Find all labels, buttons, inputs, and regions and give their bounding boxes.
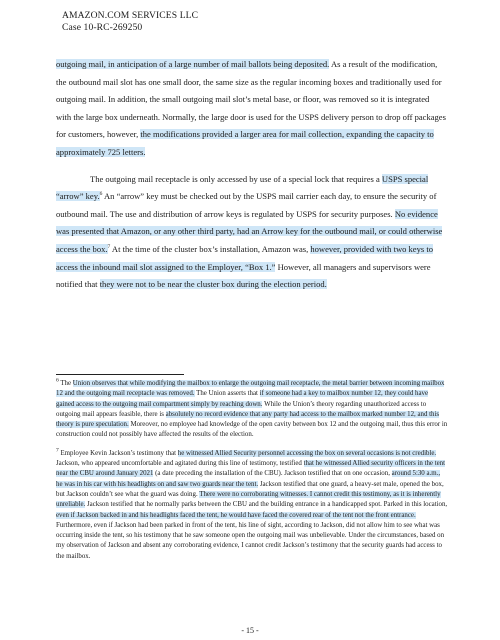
footnote-number: 7: [56, 447, 59, 454]
text-run: Furthermore, even if Jackson had been parked in front of the tent, his line of sight, according to Jackson, did not allow him to see what was occurring inside the tent, so his testimony that he saw someone open the outgoing mail was unbelievable. Under the circumstances, based on my observation of Jackson and absent any corroborating evidence, I cannot credit Jackson’s testimony that the security guards had access to the mailbox.: [56, 521, 445, 560]
text-run: Jackson testified that he normally parks between the CBU and the building entrance in a handicapped spot. Parked in this location,: [85, 501, 448, 509]
paragraph-1: [56, 56, 446, 162]
highlight: however, provided with two keys to access the inbound mail slot assigned to the Employer, “Box 1.”: [56, 243, 433, 272]
footnote-number: 6: [56, 377, 59, 384]
text-run: As a result of the modification, the outbound mail slot has one small door, the same size as the regular incoming boxes and traditionally used for outgoing mail. In addition, the small outgoing mail slot’s metal base, or floor, was removed so it is integrated with the large box underneath. Normally, the large door is used for the USPS delivery person to drop off packages for customers, however,: [56, 59, 446, 140]
header-company: AMAZON.COM SERVICES LLC: [62, 10, 199, 21]
highlight: even if Jackson backed in and his headlights faced the tent, he would have faced the covered rear of the tent not the front entrance.: [56, 511, 416, 519]
highlight: he witnessed Allied Security personnel accessing the box on several occasions is not credible.: [177, 449, 437, 457]
footnote-6: [56, 379, 448, 441]
text-run: Moreover, no employee had knowledge of the open cavity between box 12 and the outgoing mail, thus this error in construction could not possibly have affected the results of the election.: [56, 421, 448, 439]
text-run: The Union asserts that: [194, 390, 260, 398]
footnote-7: [56, 449, 448, 562]
footnote-ref-6[interactable]: 6: [99, 191, 103, 198]
text-run: At the time of the cluster box’s installation, Amazon was,: [110, 243, 311, 254]
text-run: (a date preceding the installation of the CBU). Jackson testified that on one occasion,: [153, 470, 392, 478]
highlight: they were not to be near the cluster box during the election period.: [99, 279, 327, 290]
highlight: that he witnessed Allied security officers in the tent near the CBU around January 2021: [56, 460, 446, 478]
highlight: USPS special “arrow” key.: [56, 173, 429, 202]
text-run: Employee Kevin Jackson’s testimony that: [58, 449, 178, 457]
highlight: around 5:30 a.m., he was in his car with his headlights on and saw two guards near the tent.: [56, 470, 441, 488]
header-case-number: Case 10-RC-269250: [62, 22, 143, 33]
highlight: if someone had a key to mailbox number 12, they could have gained access to the outgoing mail compartment simply by reaching down.: [56, 390, 429, 408]
paragraph-2: [56, 171, 446, 294]
highlight: absolutely no record evidence that any party had access to the mailbox marked number 12, and this theory is pure speculation.: [56, 410, 440, 429]
highlight: outgoing mail, in anticipation of a large number of mail ballots being deposited.: [56, 59, 330, 69]
page-header: [62, 10, 198, 34]
page-number: - 15 -: [241, 626, 259, 635]
body-text: [56, 56, 446, 294]
text-run: However, all managers and supervisors were notified that: [56, 261, 431, 290]
text-run: Jackson, who appeared uncomfortable and agitated during this line of testimony, testified: [56, 460, 304, 468]
text-run: The: [58, 380, 73, 387]
footnote-ref-7[interactable]: 7: [107, 244, 111, 251]
footnotes: [56, 379, 448, 562]
text-run: The outgoing mail receptacle is only accessed by use of a special lock that requires a: [90, 173, 382, 184]
text-run: An “arrow” key must be checked out by the USPS mail carrier each day, to ensure the security of outbound mail. The use and distribution of arrow keys is regulated by USPS for security purposes.: [56, 191, 437, 219]
highlight: the modifications provided a larger area for mail collection, expanding the capacity to approximately 725 letters.: [56, 129, 434, 157]
highlight: There were no corroborating witnesses. I cannot credit this testimony, as it is inherently unreliable.: [56, 490, 441, 509]
highlight: No evidence was presented that Amazon, or any other third party, had an Arrow key for the outbound mail, or could otherwise access the box.: [56, 208, 443, 254]
text-run: Jackson testified that one guard, a heavy-set male, opened the box, but Jackson couldn’t see what the guard was doing.: [56, 480, 444, 498]
text-run: While the Union’s theory regarding unauthorized access to outgoing mail appears feasible, there is: [56, 400, 427, 418]
highlight: Union observes that while modifying the mailbox to enlarge the outgoing mail receptacle, the metal barrier between incoming mailbox 12 and the outgoing mail receptacle was removed.: [56, 380, 445, 398]
footnote-divider: [56, 374, 184, 375]
